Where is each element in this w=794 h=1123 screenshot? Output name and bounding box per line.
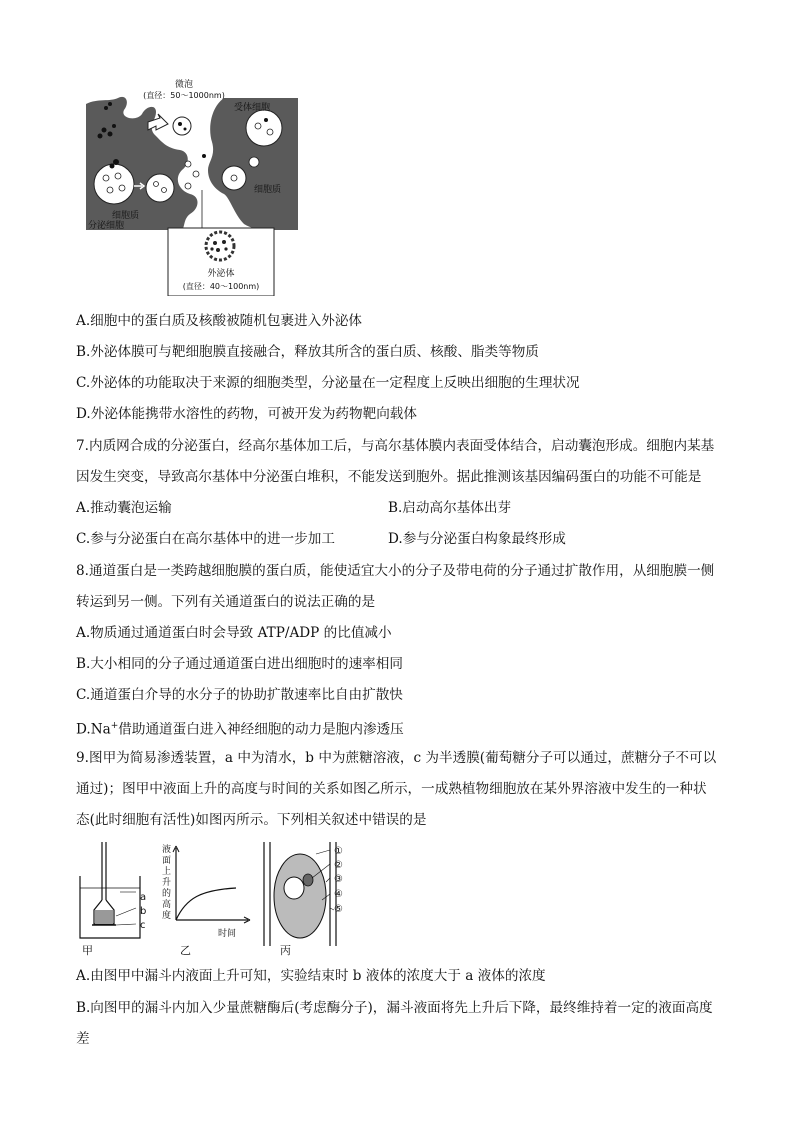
q7-option-d: D.参与分泌蛋白构象最终形成 xyxy=(388,531,566,547)
marker-5: ⑤ xyxy=(334,904,343,915)
svg-text:升: 升 xyxy=(162,878,172,888)
caption-jia: 甲 xyxy=(82,944,93,957)
label-a: a xyxy=(140,892,147,903)
exosome-size-label: (直径：40～100nm) xyxy=(182,282,260,291)
q8-option-c: C.通道蛋白介导的水分子的协助扩散速率比自由扩散快 xyxy=(76,687,403,703)
q9-stem-line2: 通过)；图甲中液面上升的高度与时间的关系如图乙所示，一成熟植物细胞放在某外界溶液中发生的一种状 xyxy=(76,781,707,797)
label-c: c xyxy=(140,920,146,931)
secretory-cytoplasm-label: 细胞质 xyxy=(112,211,140,221)
recipient-cytoplasm-label: 细胞质 xyxy=(254,185,282,195)
q9-option-b-line1: B.向图甲的漏斗内加入少量蔗糖酶后(考虑酶分子)，漏斗液面将先上升后下降，最终维持着一定的液面高度 xyxy=(76,1000,713,1016)
svg-text:的: 的 xyxy=(162,889,172,899)
height-curve xyxy=(176,888,236,920)
marker-1: ① xyxy=(334,846,343,857)
q8-option-a: A.物质通过通道蛋白时会导致 ATP/ADP 的比值减小 xyxy=(76,625,392,641)
x-axis-label: 时间 xyxy=(218,929,237,939)
microvesicle-label: 微泡 xyxy=(174,80,194,90)
svg-text:高: 高 xyxy=(162,900,172,910)
q6-option-d: D.外泌体能携带水溶性的药物，可被开发为药物靶向载体 xyxy=(76,406,417,422)
plant-cell-diagram xyxy=(264,842,343,957)
marker-2: ② xyxy=(334,860,343,871)
caption-bing: 丙 xyxy=(280,944,291,957)
caption-yi: 乙 xyxy=(180,944,191,957)
svg-text:面: 面 xyxy=(162,856,172,866)
exosome-particle xyxy=(206,232,234,260)
q8-option-b: B.大小相同的分子通过通道蛋白进出细胞时的速率相同 xyxy=(76,656,403,672)
microvesicle-size-label: (直径：50～1000nm) xyxy=(143,91,225,100)
q6-option-a: A.细胞中的蛋白质及核酸被随机包裹进入外泌体 xyxy=(76,313,363,329)
y-axis-label xyxy=(162,843,171,921)
q7-stem-line2: 因发生突变，导致高尔基体中分泌蛋白堆积，不能发送到胞外。据此推测该基因编码蛋白的功能不可能是 xyxy=(76,469,702,485)
osmosis-figure xyxy=(76,838,360,960)
q7-option-b: B.启动高尔基体出芽 xyxy=(388,500,512,516)
q6-option-b: B.外泌体膜可与靶细胞膜直接融合，释放其所含的蛋白质、核酸、脂类等物质 xyxy=(76,344,539,360)
q9-option-b-line2: 差 xyxy=(76,1031,90,1047)
label-b: b xyxy=(140,906,147,917)
exosome-label: 外泌体 xyxy=(207,269,235,279)
q9-stem-line3: 态(此时细胞有活性)如图丙所示。下列相关叙述中错误的是 xyxy=(76,812,427,828)
q9-stem-line1: 9.图甲为简易渗透装置，a 中为清水，b 中为蔗糖溶液，c 为半透膜(葡萄糖分子可以通过，蔗糖分子不可以 xyxy=(76,750,717,766)
q7-option-a: A.推动囊泡运输 xyxy=(76,500,172,516)
q8-option-d: D.Na+借助通道蛋白进入神经细胞的动力是胞内渗透压 xyxy=(76,721,404,738)
multivesicular-body xyxy=(94,164,134,204)
height-time-graph xyxy=(162,843,250,957)
marker-3: ③ xyxy=(334,874,343,885)
q6-option-c: C.外泌体的功能取决于来源的细胞类型，分泌量在一定程度上反映出细胞的生理状况 xyxy=(76,375,580,391)
q8-stem-line1: 8.通道蛋白是一类跨越细胞膜的蛋白质，能使适宜大小的分子及带电荷的分子通过扩散作用，从细胞膜一侧 xyxy=(76,563,715,579)
svg-text:液: 液 xyxy=(162,845,172,855)
q7-stem-line1: 7.内质网合成的分泌蛋白，经高尔基体加工后，与高尔基体膜内表面受体结合，启动囊泡形成。细胞内某基 xyxy=(76,438,715,454)
osmosis-apparatus xyxy=(80,842,146,957)
exosome-figure xyxy=(84,78,300,296)
marker-4: ④ xyxy=(334,889,343,900)
recipient-cell-label: 受体细胞 xyxy=(234,103,271,113)
svg-text:度: 度 xyxy=(162,911,172,921)
q7-option-c: C.参与分泌蛋白在高尔基体中的进一步加工 xyxy=(76,531,335,547)
q9-option-a: A.由图甲中漏斗内液面上升可知，实验结束时 b 液体的浓度大于 a 液体的浓度 xyxy=(76,968,546,984)
secretory-cell-label: 分泌细胞 xyxy=(88,221,125,231)
microvesicle xyxy=(173,117,191,135)
svg-text:上: 上 xyxy=(162,867,172,877)
q8-stem-line2: 转运到另一侧。下列有关通道蛋白的说法正确的是 xyxy=(76,594,376,610)
vacuole xyxy=(284,877,304,899)
nucleus xyxy=(303,874,313,886)
